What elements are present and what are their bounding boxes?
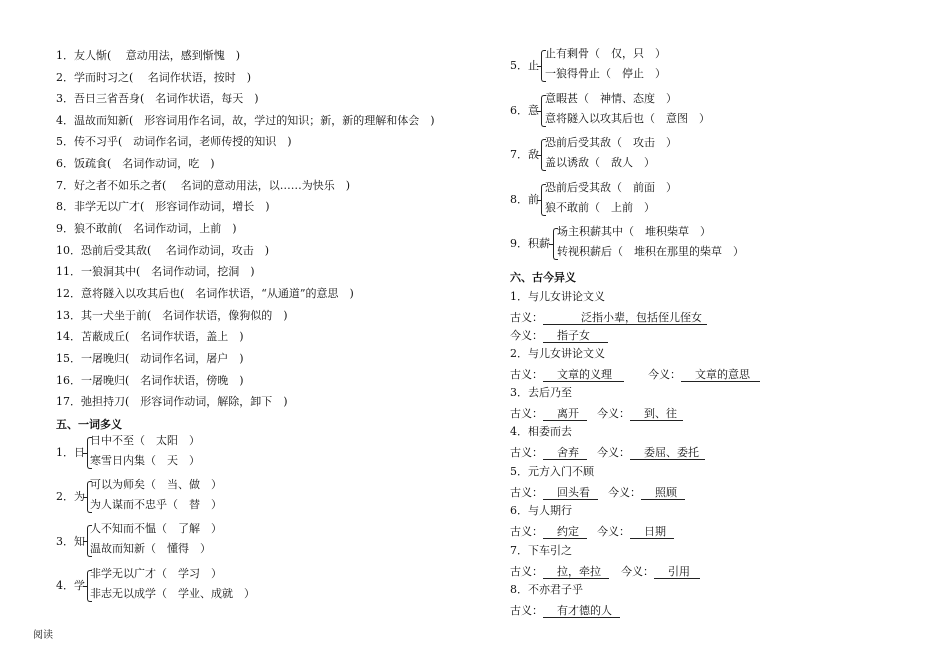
polysemy-sense: 恐前后受其敌（ 前面 ） <box>545 181 677 194</box>
ancient-label: 古义： <box>510 407 543 420</box>
polysemy-sense: 转视积薪后（ 堆积在那里的柴草 ） <box>557 245 744 258</box>
ancient-modern-question: 6．与人期行 <box>510 504 572 517</box>
polysemy-sense: 狼不敢前（ 上前 ） <box>545 201 655 214</box>
left-item: 15．一屠晚归( 动词作名词，屠户 ) <box>56 352 244 365</box>
left-item: 7．好之者不如乐之者( 名词的意动用法，以……为快乐 ) <box>56 179 351 192</box>
ancient-answer: 有才德的人 <box>543 604 620 618</box>
meaning-row <box>510 565 700 579</box>
polysemy-number: 7．敌 <box>510 148 539 161</box>
polysemy-sense: 可以为师矣（ 当、做 ） <box>90 478 222 491</box>
ancient-modern-question: 4．相委而去 <box>510 425 572 438</box>
polysemy-number: 9．积薪 <box>510 237 550 250</box>
left-item: 10．恐前后受其敌( 名词作动词，攻击 ) <box>56 244 270 257</box>
ancient-modern-question: 2．与儿女讲论文义 <box>510 347 605 360</box>
ancient-answer: 舍弃 <box>543 446 587 460</box>
left-item: 6．饭疏食( 名词作动词，吃 ) <box>56 157 215 170</box>
modern-answer: 指子女 <box>543 329 608 343</box>
ancient-label: 古义： <box>510 525 543 538</box>
modern-answer: 引用 <box>654 565 700 579</box>
polysemy-sense: 一狼得骨止（ 停止 ） <box>545 67 666 80</box>
polysemy-number: 1．日 <box>56 446 85 459</box>
meaning-row <box>510 486 685 500</box>
section6-title: 六、古今异义 <box>510 271 576 284</box>
ancient-label: 古义： <box>510 565 543 578</box>
ancient-modern-question: 7．下车引之 <box>510 544 572 557</box>
left-item: 5．传不习乎( 动词作名词，老师传授的知识 ) <box>56 135 292 148</box>
modern-answer: 到、往 <box>630 407 683 421</box>
ancient-answer: 离开 <box>543 407 587 421</box>
ancient-answer: 泛指小辈，包括侄儿侄女 <box>543 311 707 325</box>
left-item: 1．友人惭( 意动用法，感到惭愧 ) <box>56 49 241 62</box>
ancient-label: 古义： <box>510 311 543 324</box>
modern-label: 今义： <box>597 525 630 538</box>
modern-answer: 日期 <box>630 525 674 539</box>
meaning-row <box>510 446 705 460</box>
ancient-modern-question: 1．与儿女讲论文义 <box>510 290 605 303</box>
ancient-label: 古义： <box>510 486 543 499</box>
polysemy-sense: 非志无以成学（ 学业、成就 ） <box>90 587 255 600</box>
polysemy-sense: 意将隧入以攻其后也（ 意图 ） <box>545 112 710 125</box>
ancient-label: 古义： <box>510 604 543 617</box>
polysemy-sense: 温故而知新（ 懂得 ） <box>90 542 211 555</box>
ancient-answer: 约定 <box>543 525 587 539</box>
left-item: 11．一狼洞其中( 名词作动词，挖洞 ) <box>56 265 255 278</box>
meaning-row <box>510 407 683 421</box>
left-item: 9．狼不敢前( 名词作动词，上前 ) <box>56 222 237 235</box>
ancient-answer: 回头看 <box>543 486 598 500</box>
polysemy-number: 8．前 <box>510 193 539 206</box>
left-item: 17．弛担持刀( 形容词作动词，解除，卸下 ) <box>56 395 288 408</box>
modern-label: 今义： <box>648 368 681 381</box>
polysemy-sense: 恐前后受其敌（ 攻击 ） <box>545 136 677 149</box>
left-item: 8．非学无以广才( 形容词作动词，增长 ) <box>56 200 270 213</box>
meaning-row <box>510 525 674 539</box>
footer-text: 阅读 <box>33 630 53 641</box>
ancient-answer: 文章的义理 <box>543 368 624 382</box>
polysemy-sense: 为人谋而不忠乎（ 替 ） <box>90 498 222 511</box>
section5-title: 五、一词多义 <box>56 418 122 431</box>
polysemy-number: 5．止 <box>510 59 539 72</box>
polysemy-sense: 人不知而不愠（ 了解 ） <box>90 522 222 535</box>
modern-label: 今义： <box>608 486 641 499</box>
modern-label: 今义： <box>597 446 630 459</box>
polysemy-sense: 寒雪日内集（ 天 ） <box>90 454 200 467</box>
polysemy-sense: 盖以诱敌（ 敌人 ） <box>545 156 655 169</box>
left-item: 16．一屠晚归( 名词作状语，傍晚 ) <box>56 374 244 387</box>
left-item: 13．其一犬坐于前( 名词作状语，像狗似的 ) <box>56 309 288 322</box>
meaning-row <box>510 368 760 382</box>
ancient-modern-question: 3．去后乃至 <box>510 386 572 399</box>
modern-label: 今义： <box>597 407 630 420</box>
left-item: 4．温故而知新( 形容词用作名词，故，学过的知识；新，新的理解和体会 ) <box>56 114 435 127</box>
polysemy-sense: 非学无以广才（ 学习 ） <box>90 567 222 580</box>
left-item: 3．吾日三省吾身( 名词作状语，每天 ) <box>56 92 259 105</box>
ancient-modern-question: 8．不亦君子乎 <box>510 583 583 596</box>
modern-label: 今义： <box>621 565 654 578</box>
polysemy-number: 2．为 <box>56 490 85 503</box>
left-item: 2．学而时习之( 名词作状语，按时 ) <box>56 71 252 84</box>
left-item: 12．意将隧入以攻其后也( 名词作状语，“从通道”的意思 ) <box>56 287 354 300</box>
modern-meaning-row <box>510 329 608 343</box>
modern-label: 今义： <box>510 329 543 342</box>
polysemy-sense: 日中不至（ 太阳 ） <box>90 434 200 447</box>
modern-answer: 照顾 <box>641 486 685 500</box>
ancient-modern-question: 5．元方入门不顾 <box>510 465 594 478</box>
polysemy-number: 3．知 <box>56 535 85 548</box>
ancient-answer: 拉，牵拉 <box>543 565 609 579</box>
meaning-row <box>510 604 620 618</box>
polysemy-sense: 场主积薪其中（ 堆积柴草 ） <box>557 225 711 238</box>
polysemy-number: 4．学 <box>56 579 85 592</box>
ancient-label: 古义： <box>510 446 543 459</box>
polysemy-sense: 意暇甚（ 神情、态度 ） <box>545 92 677 105</box>
polysemy-number: 6．意 <box>510 104 539 117</box>
modern-answer: 文章的意思 <box>681 368 760 382</box>
ancient-meaning-row <box>510 311 707 325</box>
modern-answer: 委屈、委托 <box>630 446 705 460</box>
polysemy-sense: 止有剩骨（ 仅，只 ） <box>545 47 666 60</box>
ancient-label: 古义： <box>510 368 543 381</box>
left-item: 14．苫蔽成丘( 名词作状语，盖上 ) <box>56 330 244 343</box>
